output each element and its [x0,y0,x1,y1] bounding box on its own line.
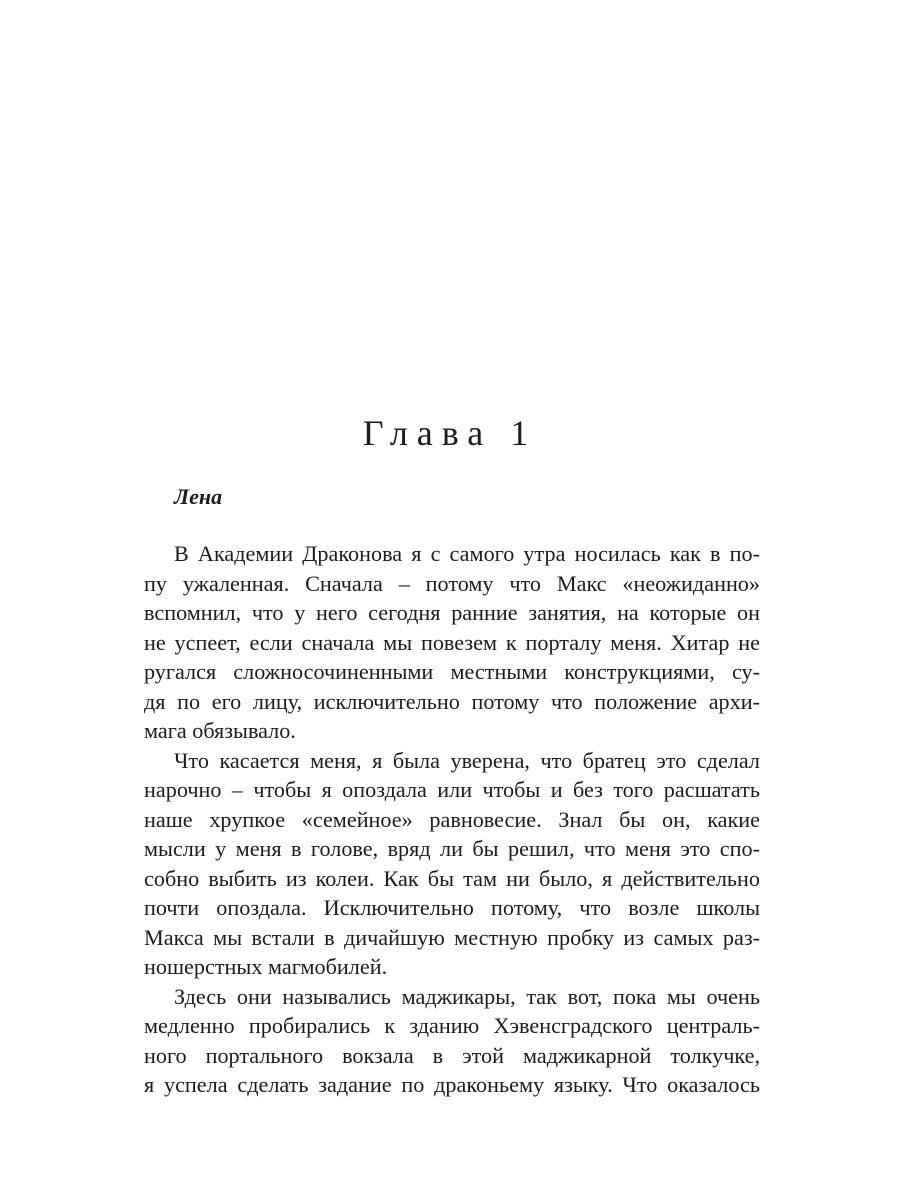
text-line: ругался сложносочиненными местными конструкциями, су- [144,659,760,684]
text-line: почти опоздала. Исключительно потому, что возле школы [144,895,760,920]
text-line: Макса мы встали в дичайшую местную пробку из самых раз- [144,924,760,950]
text-line: В Академии Драконова я с самого утра носилась как в по- [174,541,760,566]
text-line: Что касается меня, я была уверена, что братец это сделал [174,747,760,773]
pov-character-name: Лена [174,484,223,509]
text-line: я успела сделать задание по драконьему языку. Что оказалось [144,1072,760,1097]
text-line: дя по его лицу, исключительно потому что положение архи- [144,688,760,714]
text-line: не успеет, если сначала мы повезем к порталу меня. Хитар не [144,629,760,655]
chapter-title: Глава 1 [362,413,538,453]
text-line: мага обязывало. [144,718,296,743]
text-line: ного портального вокзала в этой маджикарной толкучке, [144,1042,760,1068]
text-line: мысли у меня в голове, вряд ли бы решил, что меня это спо- [144,836,760,861]
text-line: Здесь они назывались маджикары, так вот, пока мы очень [174,983,760,1009]
chapter-body-text [144,539,760,1100]
text-line: вспомнил, что у него сегодня ранние занятия, на которые он [144,600,760,625]
text-line: медленно пробирались к зданию Хэвенсградского централь- [144,1013,760,1038]
text-line: ношерстных магмобилей. [144,954,388,979]
text-line: пу ужаленная. Сначала – потому что Макс «неожиданно» [144,570,760,596]
text-line: собно выбить из колеи. Как бы там ни было, я действительно [144,865,760,891]
text-line: наше хрупкое «семейное» равновесие. Знал бы он, какие [144,806,760,832]
text-line: нарочно – чтобы я опоздала или чтобы и без того расшатать [144,777,760,802]
